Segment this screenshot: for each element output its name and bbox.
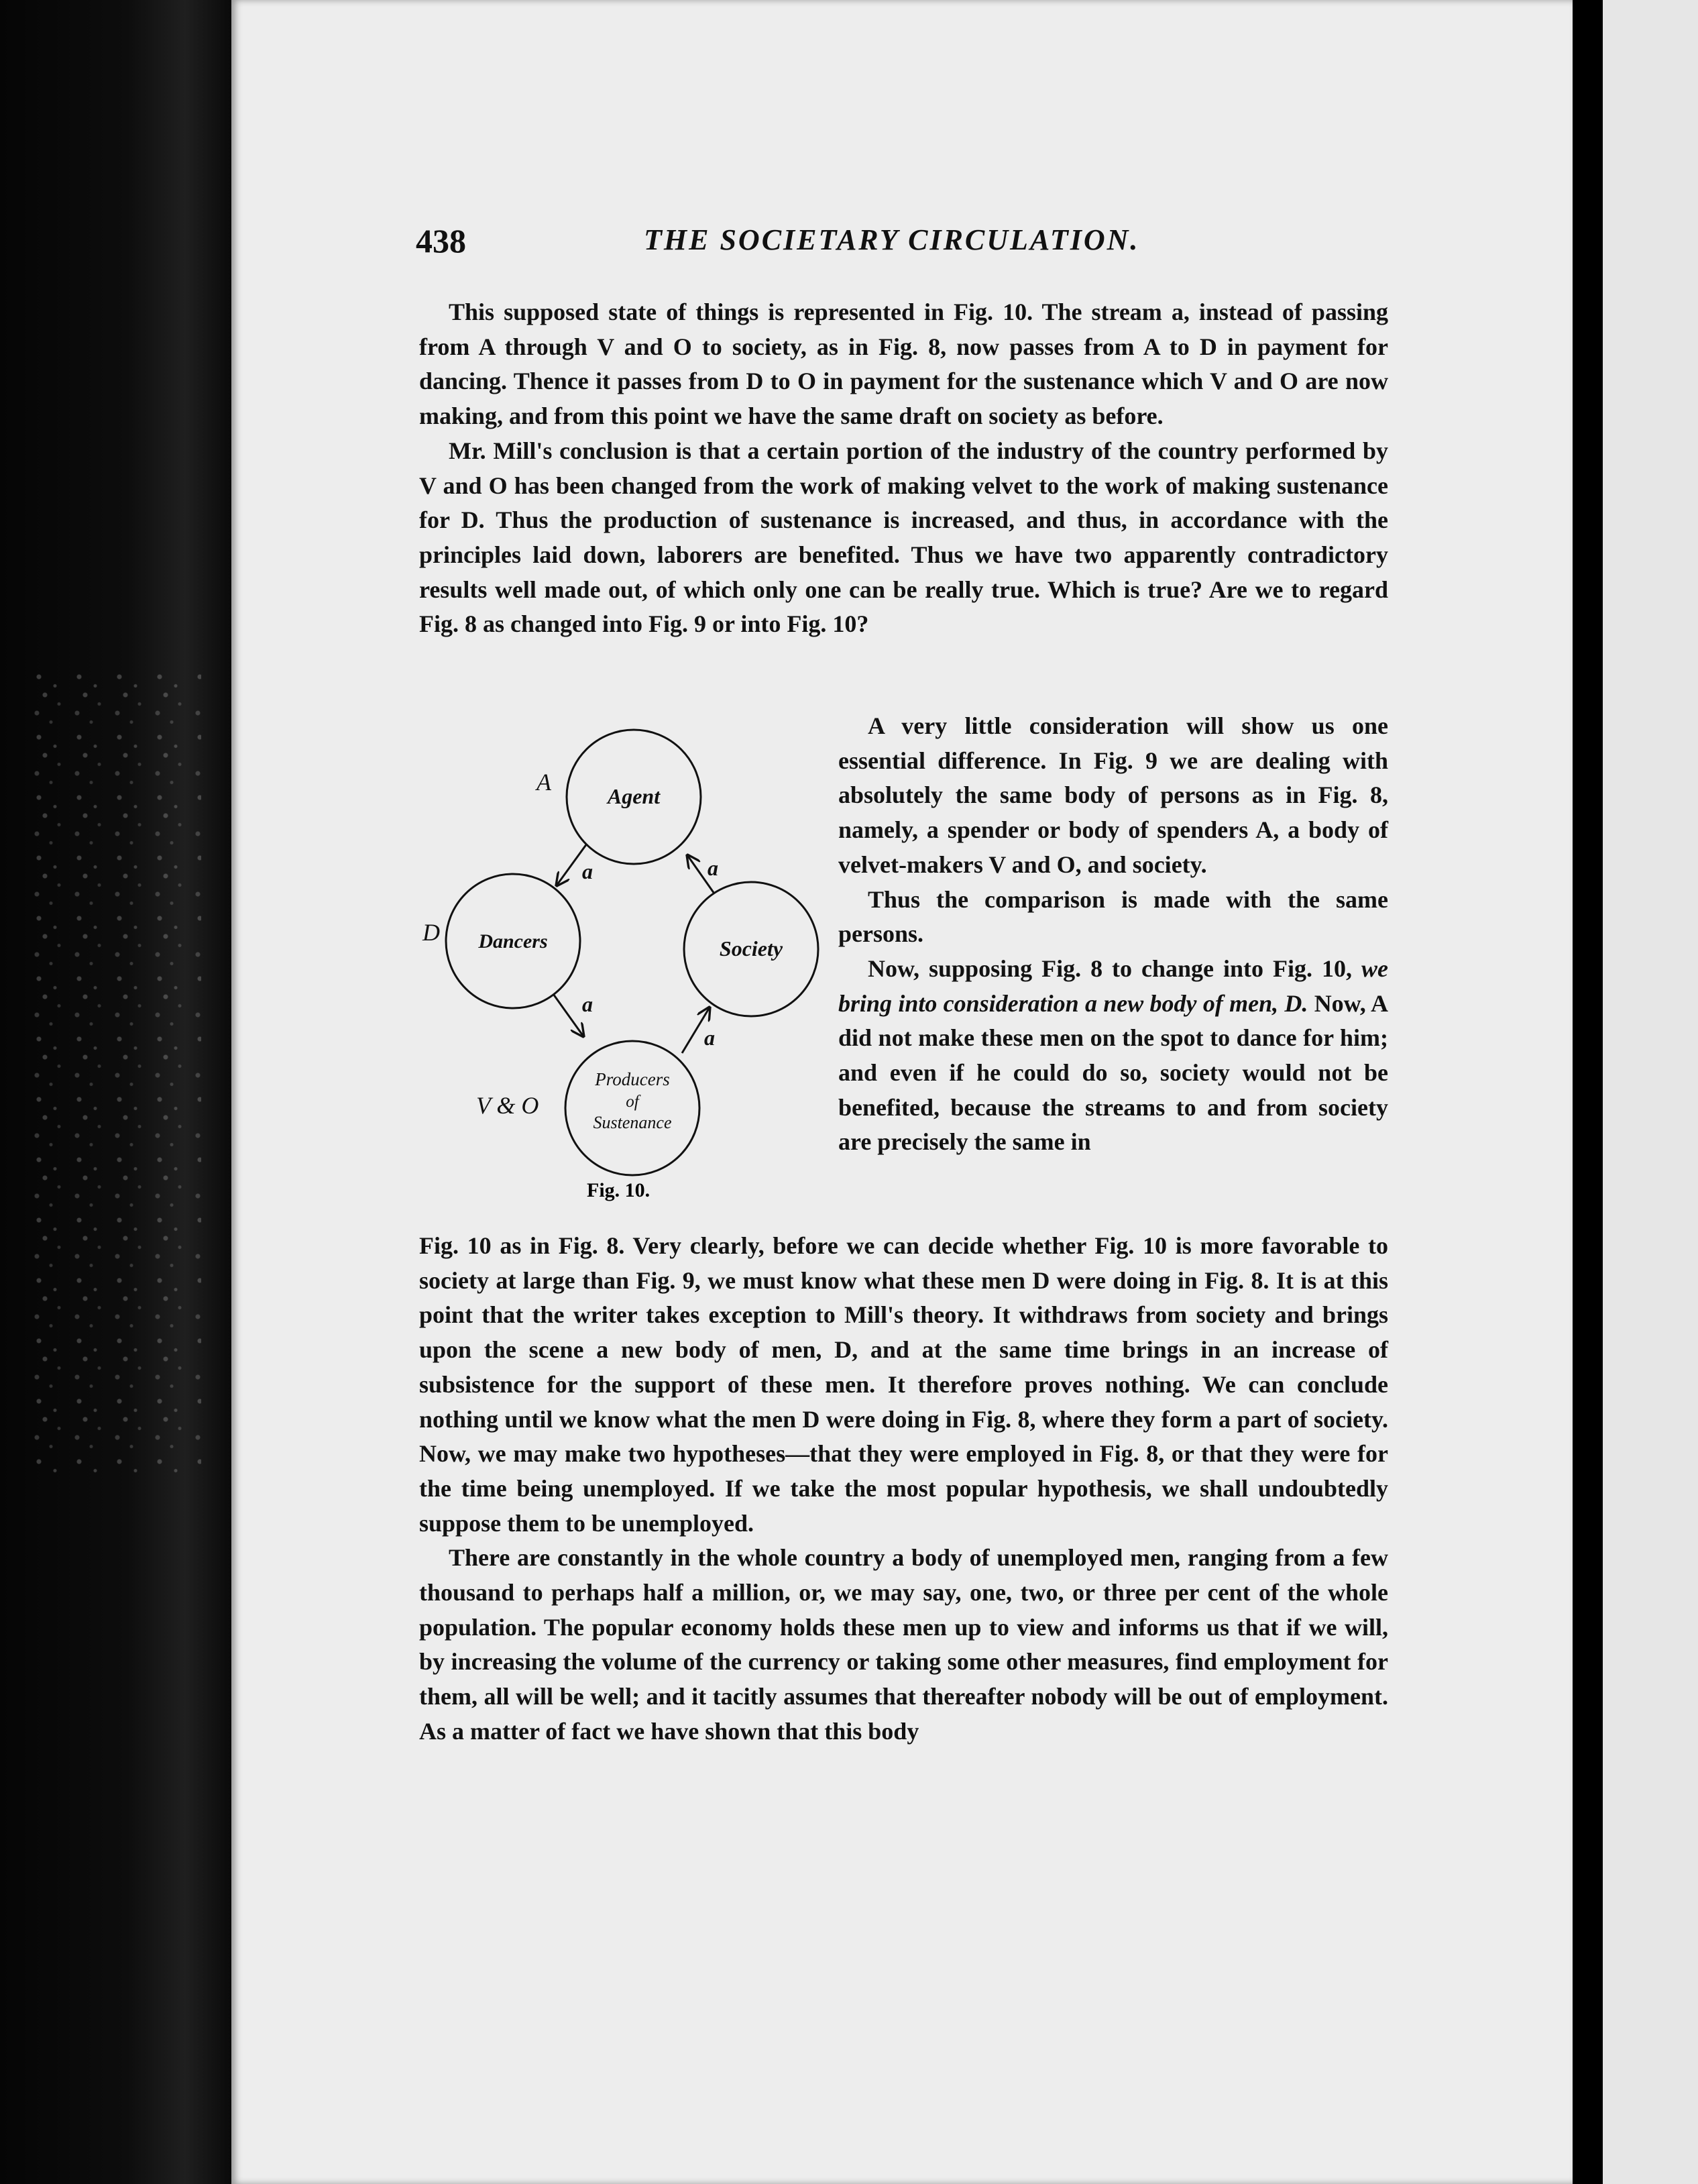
- paragraph-5-continued: Fig. 10 as in Fig. 8. Very clearly, before we can decide whether Fig. 10 is more favorable to society at large than Fig. 9, we must know what these men D were doing in Fig. 8. It is at this point that the writer takes exception to Mill's theory. It withdraws from society and brings upon the scene a new body of men, D, and at the same time brings in an increase of subsistence for the support of these men. It therefore proves nothing. We can conclude nothing until we know what the men D were doing in Fig. 8, where they form a part of society. Now, we may make two hypotheses—that they were employed in Fig. 8, or that they were for the time being unemployed. If we take the most popular hypothesis, we shall undoubtedly suppose them to be unemployed.: [419, 1232, 1388, 1537]
- paragraph-6-text: There are constantly in the whole country a body of unemployed men, ranging from a few thousand to perhaps half a million, or, we may say, one, two, or three per cent of the whole population. The popular economy holds these men up to view and informs us that if we will, by increasing the volume of the currency or taking some other measures, find employment for them, all will be well; and it tacitly assumes that thereafter nobody will be out of employment. As a matter of fact we have shown that this body: [419, 1544, 1388, 1745]
- page-header: [416, 221, 1388, 268]
- scan-gutter: [1573, 0, 1603, 2184]
- full-width-text: [419, 1229, 1388, 1749]
- stream-label-2: a: [708, 856, 718, 880]
- wrapped-text: [838, 709, 1388, 1160]
- scan-speckle: [27, 671, 201, 1476]
- stream-label-1: a: [582, 859, 593, 883]
- paragraph-1: [419, 295, 1388, 642]
- dancers-label: Dancers: [478, 930, 548, 952]
- arrow-dancers-to-producers: [553, 994, 583, 1036]
- side-label-vo: V & O: [476, 1092, 539, 1119]
- paragraph-3-text: A very little consideration will show us one essential difference. In Fig. 9 we are dealing with absolutely the same body of persons as in Fig. 8, namely, a spender or body of spenders A, a body of velvet-makers V and O, and society.: [838, 712, 1388, 878]
- figure-10: [419, 718, 822, 1221]
- adjacent-page-edge: [1603, 0, 1698, 2184]
- page-number: 438: [416, 222, 466, 260]
- producers-label-line-1: Producers: [595, 1069, 670, 1089]
- society-label: Society: [719, 936, 783, 961]
- paragraph-2-text: Mr. Mill's conclusion is that a certain portion of the industry of the country performed by V and O has been changed from the work of making velvet to the work of making sustenance for D. Thus the production of sustenance is increased, and thus, in accordance with the principles laid down, laborers are benefited. Thus we have two apparently contradictory results well made out, of which only one can be really true. Which is true? Are we to regard Fig. 8 as changed into Fig. 9 or into Fig. 10?: [419, 437, 1388, 638]
- side-label-d: D: [422, 919, 440, 946]
- side-label-a: A: [536, 769, 551, 796]
- figure-caption: Fig. 10.: [587, 1179, 650, 1201]
- producers-label-line-2: of: [626, 1093, 639, 1111]
- running-title: THE SOCIETARY CIRCULATION.: [644, 223, 1140, 256]
- paragraph-5-italic: we bring into consideration a new body of men, D.: [838, 954, 1389, 1017]
- agent-label: Agent: [607, 784, 661, 808]
- producers-label-line-3: Sustenance: [593, 1113, 672, 1132]
- paragraph-4-text: Thus the comparison is made with the same persons.: [838, 885, 1388, 948]
- scan-left-margin: [0, 0, 231, 2184]
- circulation-diagram: [419, 718, 822, 1221]
- paragraph-5-start: Now, supposing Fig. 8 to change into Fig. 10,: [868, 954, 1353, 982]
- paragraph-5-text: [838, 952, 1388, 1160]
- stream-label-3: a: [582, 992, 593, 1016]
- stream-label-4: a: [704, 1026, 715, 1050]
- paragraph-5-rest: Now, A did not make these men on the spot to dance for him; and even if he could do so, society would not be benefited, because the streams to and from society are precisely the same in: [838, 989, 1388, 1156]
- paragraph-1-text: This supposed state of things is represented in Fig. 10. The stream a, instead of passing from A through V and O to society, as in Fig. 8, now passes from A to D in payment for dancing. Thence it passes from D to O in payment for the sustenance which V and O are now making, and from this point we have the same draft on society as before.: [419, 298, 1388, 430]
